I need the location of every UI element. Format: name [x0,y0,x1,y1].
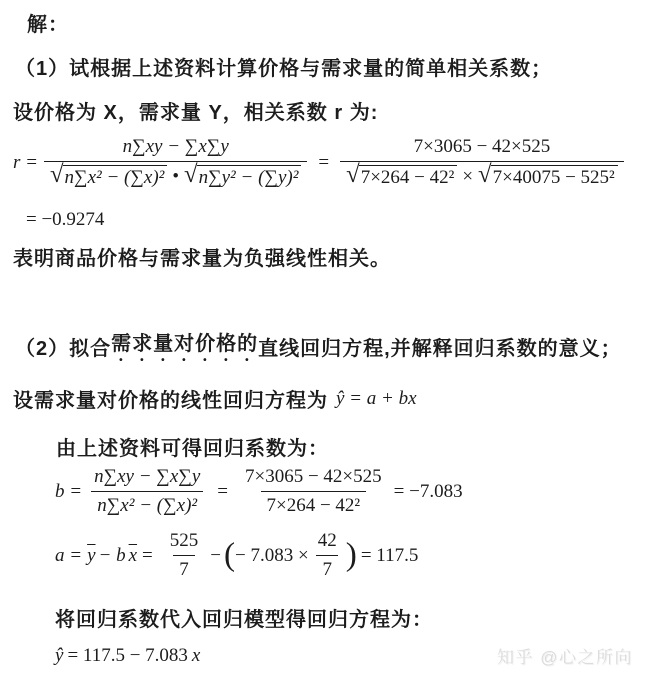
final-equation-values: = 117.5 − 7.083 [67,645,188,666]
paren-lead-term: − 7.083 × [235,544,309,566]
r-value-denominator [340,161,624,190]
open-paren: ( [223,535,236,573]
part2-question-prefix: （2）拟合 [15,338,112,360]
b-symbolic-numerator: n∑xy − ∑x∑y [94,466,201,487]
radical-symbol: √ [49,161,64,188]
r-value-sqrt2-body: 7×40075 − 525² [491,165,618,189]
y-hat-variable: ŷ [55,645,64,666]
coefficient-intro: 由上述资料可得回归系数为： [56,438,329,460]
b-value-denominator: 7×264 − 42² [261,491,367,517]
x-variable: x [191,645,201,666]
part2-question-suffix: 直线回归方程,并解释回归系数的意义； [258,338,622,360]
r-result [26,209,104,231]
minus-sign: − [210,544,221,566]
b-formula-lhs: b = [55,480,83,502]
r-symbolic-sqrt2-body: n∑y² − (∑y)² [197,165,302,189]
part2-question-emphasized: 需求量对价格的 [111,333,259,355]
minus-b-term: − b [98,544,126,566]
r-value-sqrt2 [478,161,618,190]
r-symbolic-sqrt1 [49,161,167,190]
y-bar-variable: $\overline{y}$ [87,544,96,566]
zhihu-watermark: 知乎 @心之所向 [497,648,633,667]
close-paren: ) [345,535,357,573]
a-formula-lhs: a = [55,544,83,566]
part2-setup-text: 设需求量对价格的线性回归方程为 [13,390,328,412]
b-symbolic-denominator: n∑x² − (∑x)² [91,491,203,517]
intercept-formula [55,530,418,581]
r-symbolic-denominator [44,161,307,190]
r-value-numerator: 7×3065 − 42×525 [413,136,551,157]
final-regression-equation [55,645,200,667]
x-bar-variable: $\overline{x}$ [128,544,138,566]
solution-label: 解： [27,14,69,36]
r-symbolic-numerator: n∑xy − ∑x∑y [122,136,229,157]
radical-symbol: √ [184,161,198,188]
ymean-fraction-denominator: 7 [173,555,195,581]
part1-conclusion: 表明商品价格与需求量为负强线性相关。 [13,248,391,270]
regression-model-equation: ŷ = a + bx [336,387,417,409]
substitution-line: 将回归系数代入回归模型得回归方程为： [55,609,433,631]
equals-sign: = [318,151,330,173]
b-symbolic-fraction [88,466,206,517]
r-result-value: = −0.9274 [26,209,105,230]
r-formula-lhs: r = [13,151,38,173]
slope-formula [55,466,463,517]
part2-question [15,327,622,366]
equals-sign: = [217,480,228,502]
r-symbolic-sqrt1-body: n∑x² − (∑x)² [63,165,168,189]
b-result-value: = −7.083 [393,480,463,502]
radical-symbol: √ [346,161,360,188]
correlation-formula [13,136,630,190]
times-sign: × [462,166,474,188]
a-result-value: = 117.5 [360,544,419,566]
ymean-fraction-numerator: 525 [169,530,199,551]
xmean-fraction-denominator: 7 [316,555,338,581]
xmean-fraction-numerator: 42 [317,530,337,551]
equals-sign: = [142,544,153,566]
part2-setup [13,384,417,413]
xmean-fraction [312,530,343,581]
r-value-sqrt1-body: 7×264 − 42² [359,165,458,189]
part1-setup: 设价格为 X，需求量 Y，相关系数 r 为: [13,102,379,124]
ymean-fraction [164,530,205,581]
r-value-sqrt1 [346,161,457,190]
part1-question: （1）试根据上述资料计算价格与需求量的简单相关系数； [15,58,553,80]
r-value-fraction [340,136,624,190]
r-symbolic-sqrt2 [184,161,301,190]
dot-operator: • [172,166,180,188]
b-value-numerator: 7×3065 − 42×525 [245,466,382,487]
b-value-fraction [239,466,388,517]
radical-symbol: √ [478,161,492,188]
r-symbolic-fraction [44,136,307,190]
